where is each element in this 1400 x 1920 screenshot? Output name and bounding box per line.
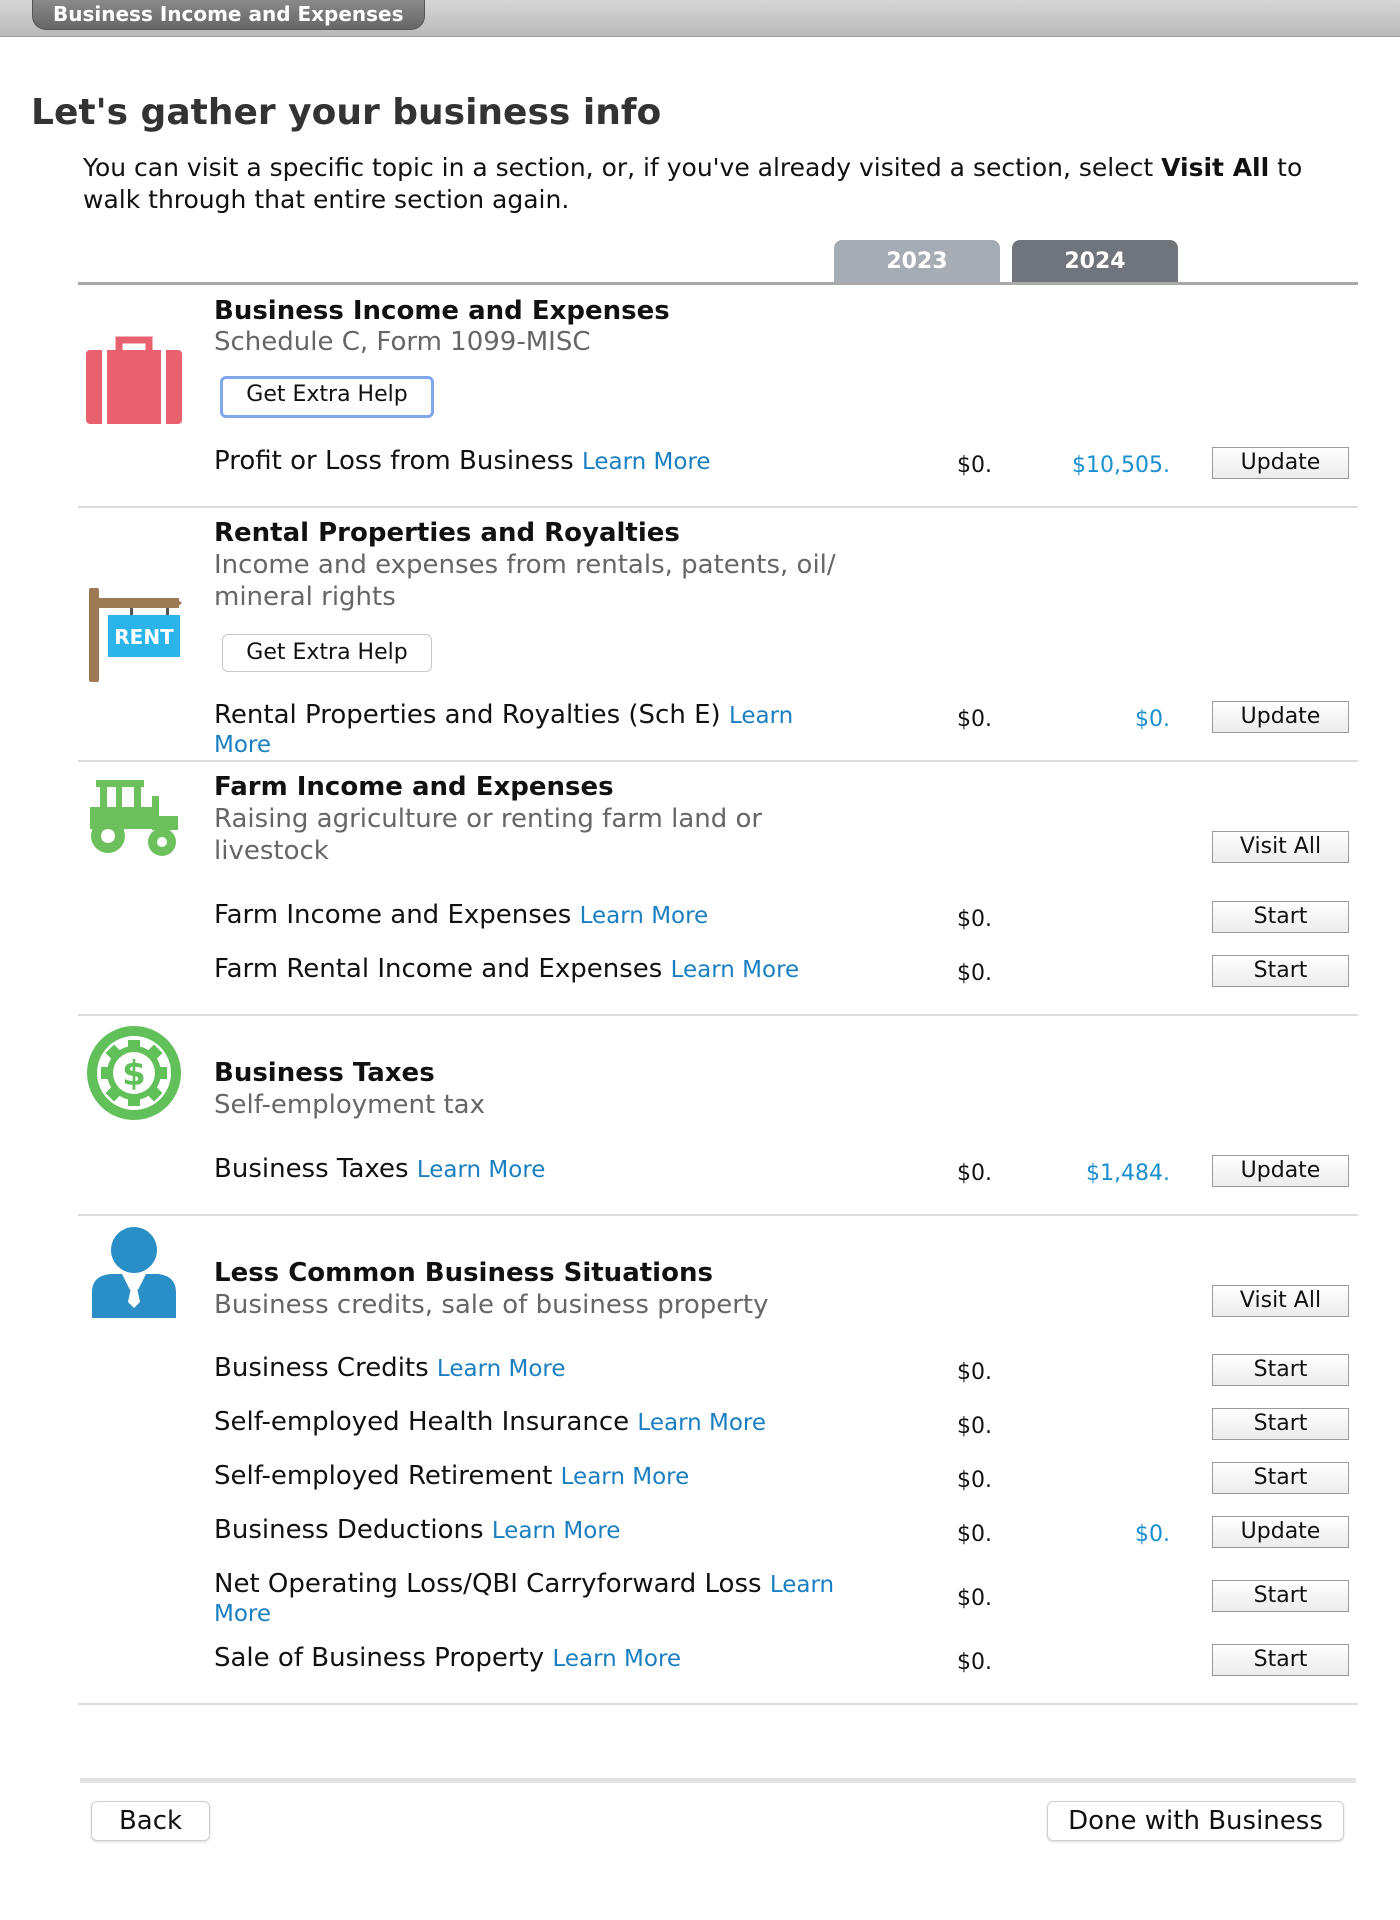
section-divider xyxy=(78,506,1358,508)
value-2023: $0. xyxy=(957,961,992,986)
section-divider xyxy=(78,1014,1358,1016)
page-title: Let's gather your business info xyxy=(31,92,662,133)
section-subtitle-farm: Raising agriculture or renting farm land or livestock xyxy=(214,804,763,866)
start-button-business-credits[interactable]: Start xyxy=(1212,1354,1349,1386)
start-button-sale-of-property[interactable]: Start xyxy=(1212,1644,1349,1676)
item-label: Net Operating Loss/QBI Carryforward Loss xyxy=(214,1569,762,1599)
intro-after: to walk through that entire section again. xyxy=(83,153,1303,214)
item-label: Sale of Business Property xyxy=(214,1643,545,1673)
value-2023: $0. xyxy=(957,1468,992,1493)
update-button-business-deductions[interactable]: Update xyxy=(1212,1516,1349,1548)
rent-sign-text: RENT xyxy=(114,625,174,649)
section-divider xyxy=(78,1214,1358,1216)
value-2023: $0. xyxy=(957,1586,992,1611)
section-title-business-income: Business Income and Expenses xyxy=(214,296,670,326)
window-title-bar xyxy=(0,0,1400,37)
start-button-farm-rental[interactable]: Start xyxy=(1212,955,1349,987)
value-2023: $0. xyxy=(957,1522,992,1547)
intro-before: You can visit a specific topic in a section, or, if you've already visited a section, select xyxy=(83,153,1154,182)
section-subtitle-less-common: Business credits, sale of business property xyxy=(214,1290,769,1320)
learn-more-link[interactable]: Learn More xyxy=(436,1356,566,1382)
tractor-icon xyxy=(86,778,182,862)
businessperson-icon xyxy=(88,1226,180,1322)
value-2024[interactable]: $0. xyxy=(1135,707,1170,732)
section-title-rental: Rental Properties and Royalties xyxy=(214,518,680,548)
value-2023: $0. xyxy=(957,907,992,932)
visit-all-button-farm[interactable]: Visit All xyxy=(1212,831,1349,863)
value-2023: $0. xyxy=(957,707,992,732)
item-label: Rental Properties and Royalties (Sch E) xyxy=(214,700,721,730)
value-2024[interactable]: $10,505. xyxy=(1072,453,1170,478)
section-subtitle-business-income: Schedule C, Form 1099-MISC xyxy=(214,327,591,357)
learn-more-link[interactable]: Learn More xyxy=(214,1572,835,1627)
year-header-2023: 2023 xyxy=(834,240,1000,282)
learn-more-link[interactable]: Learn More xyxy=(579,903,709,929)
item-profit-or-loss xyxy=(214,447,854,476)
start-button-health-insurance[interactable]: Start xyxy=(1212,1408,1349,1440)
item-business-taxes xyxy=(214,1155,854,1184)
learn-more-link[interactable]: Learn More xyxy=(581,449,711,475)
year-header-2024: 2024 xyxy=(1012,240,1178,282)
section-subtitle-business-taxes: Self-employment tax xyxy=(214,1090,485,1120)
item-label: Farm Rental Income and Expenses xyxy=(214,954,663,984)
item-net-operating-loss xyxy=(214,1570,854,1628)
back-button[interactable]: Back xyxy=(91,1801,210,1841)
intro-bold: Visit All xyxy=(1161,153,1270,182)
visit-all-button-less-common[interactable]: Visit All xyxy=(1212,1285,1349,1317)
value-2023: $0. xyxy=(957,1650,992,1675)
get-extra-help-button-rental[interactable]: Get Extra Help xyxy=(222,634,432,672)
item-label: Self-employed Health Insurance xyxy=(214,1407,630,1437)
value-2024[interactable]: $0. xyxy=(1135,1522,1170,1547)
value-2023: $0. xyxy=(957,453,992,478)
done-with-business-button[interactable]: Done with Business xyxy=(1047,1801,1344,1841)
learn-more-link[interactable]: Learn More xyxy=(416,1157,546,1183)
intro-text xyxy=(83,152,1333,216)
value-2023: $0. xyxy=(957,1414,992,1439)
update-button-rental-properties[interactable]: Update xyxy=(1212,701,1349,733)
item-health-insurance xyxy=(214,1408,854,1437)
section-divider xyxy=(78,1703,1358,1705)
value-2023: $0. xyxy=(957,1360,992,1385)
section-divider xyxy=(78,760,1358,762)
item-business-deductions xyxy=(214,1516,854,1545)
get-extra-help-button-business-income[interactable]: Get Extra Help xyxy=(220,376,434,418)
section-title-business-taxes: Business Taxes xyxy=(214,1058,435,1088)
section-subtitle-rental: Income and expenses from rentals, patents, oil/ mineral rights xyxy=(214,550,836,612)
learn-more-link[interactable]: Learn More xyxy=(491,1518,621,1544)
value-2024[interactable]: $1,484. xyxy=(1086,1161,1170,1186)
item-label: Profit or Loss from Business xyxy=(214,446,574,476)
svg-text:$: $ xyxy=(122,1054,146,1094)
learn-more-link[interactable]: Learn More xyxy=(560,1464,690,1490)
section-title-less-common: Less Common Business Situations xyxy=(214,1258,713,1288)
value-2023: $0. xyxy=(957,1161,992,1186)
learn-more-link[interactable]: Learn More xyxy=(637,1410,767,1436)
item-farm-rental xyxy=(214,955,854,984)
section-title-farm: Farm Income and Expenses xyxy=(214,772,614,802)
rent-sign-icon xyxy=(86,588,182,686)
update-button-business-taxes[interactable]: Update xyxy=(1212,1155,1349,1187)
start-button-net-operating-loss[interactable]: Start xyxy=(1212,1580,1349,1612)
item-business-credits xyxy=(214,1354,854,1383)
learn-more-link[interactable]: Learn More xyxy=(214,703,794,758)
footer-rule xyxy=(80,1778,1356,1783)
briefcase-icon xyxy=(86,336,182,428)
dollar-gear-icon xyxy=(86,1025,182,1125)
start-button-farm-income[interactable]: Start xyxy=(1212,901,1349,933)
item-sale-of-property xyxy=(214,1644,854,1673)
start-button-retirement[interactable]: Start xyxy=(1212,1462,1349,1494)
learn-more-link[interactable]: Learn More xyxy=(552,1646,682,1672)
item-label: Farm Income and Expenses xyxy=(214,900,572,930)
item-retirement xyxy=(214,1462,854,1491)
year-header-rule xyxy=(78,282,1358,285)
item-label: Business Taxes xyxy=(214,1154,409,1184)
item-rental-properties xyxy=(214,701,854,759)
item-farm-income xyxy=(214,901,854,930)
update-button-profit-or-loss[interactable]: Update xyxy=(1212,447,1349,479)
window-tab: Business Income and Expenses xyxy=(32,0,425,30)
item-label: Self-employed Retirement xyxy=(214,1461,553,1491)
item-label: Business Credits xyxy=(214,1353,429,1383)
item-label: Business Deductions xyxy=(214,1515,484,1545)
learn-more-link[interactable]: Learn More xyxy=(670,957,800,983)
